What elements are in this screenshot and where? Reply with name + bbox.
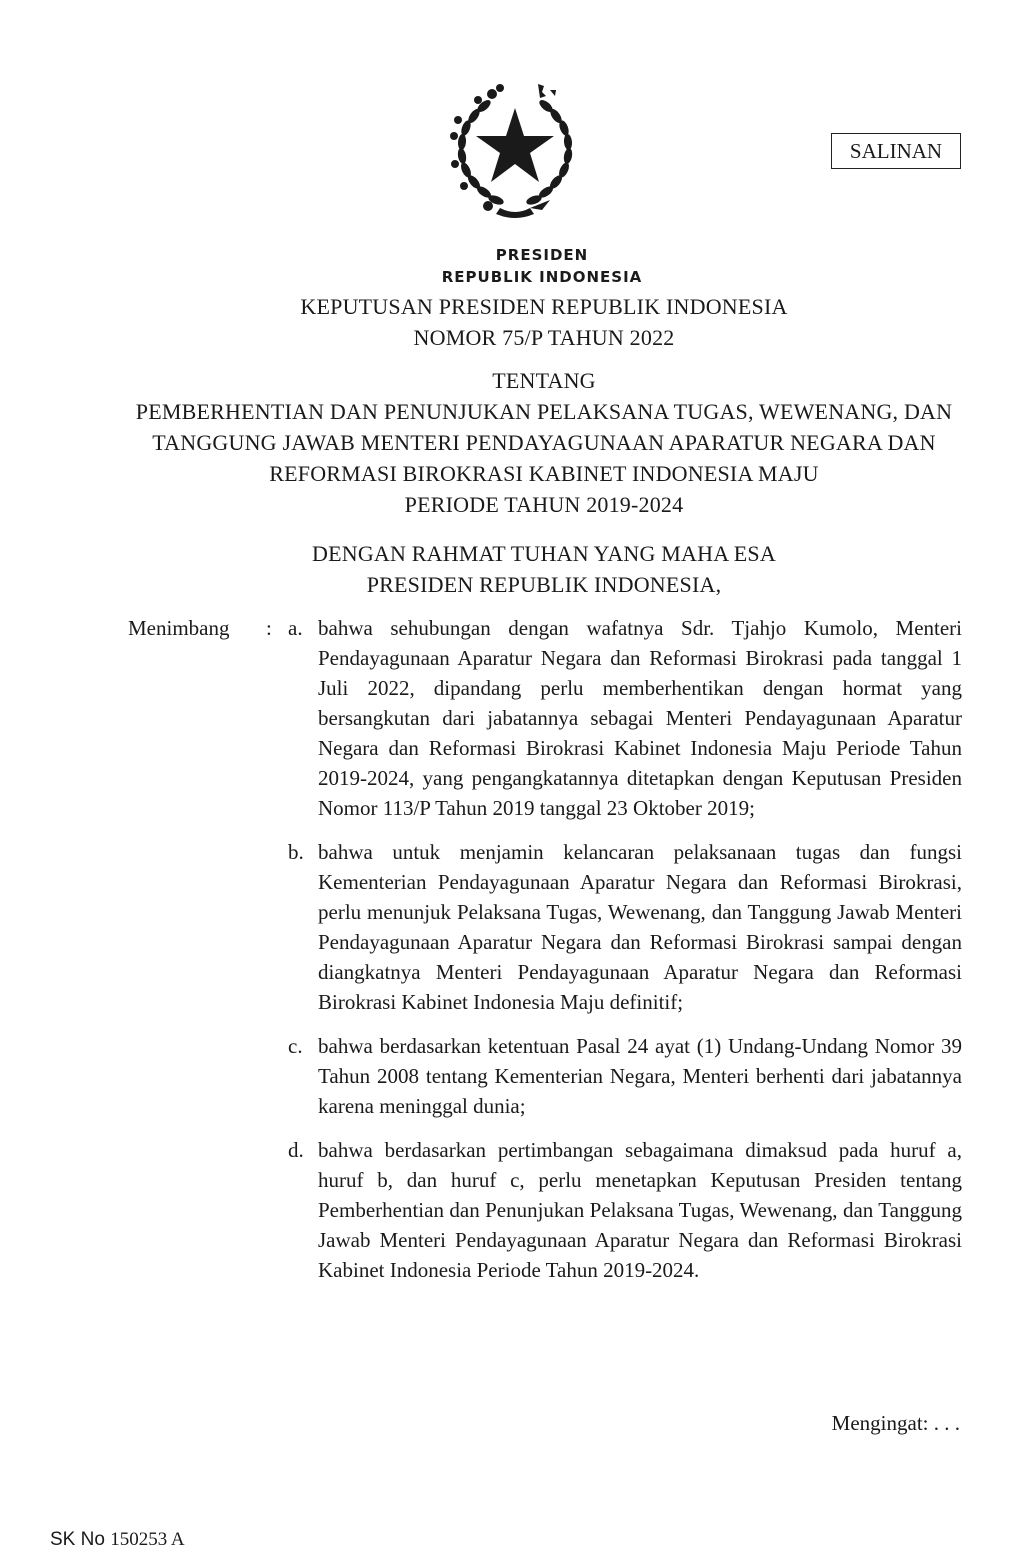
sk-label: SK <box>50 1529 76 1550</box>
consideration-list <box>288 613 962 1299</box>
decree-subject-line-2: TANGGUNG JAWAB MENTERI PENDAYAGUNAAN APARATUR NEGARA DAN <box>152 430 936 455</box>
continuation-mengingat: Mengingat: . . . <box>831 1411 960 1435</box>
institution-line-1: PRESIDEN <box>495 246 589 264</box>
consideration-letter: d. <box>288 1138 304 1162</box>
consideration-letter: b. <box>288 840 304 864</box>
decree-subject-line-1: PEMBERHENTIAN DAN PENUNJUKAN PELAKSANA TUGAS, WEWENANG, DAN <box>135 399 953 424</box>
consideration-item <box>288 1031 962 1121</box>
decree-title-block <box>0 291 1024 600</box>
president-line: PRESIDEN REPUBLIK INDONESIA, <box>366 572 722 597</box>
consideration-text: bahwa berdasarkan pertimbangan sebagaimana dimaksud pada huruf a, huruf b, dan huruf c, perlu menetapkan Keputusan Presiden tentang Pemberhentian dan Penunjukan Pelaksana Tugas, Wewenang, dan Tanggung Jawab Menteri Pendayagunaan Aparatur Negara dan Reformasi Birokrasi Kabinet Indonesia Periode Tahun 2019-2024. <box>318 1138 962 1282</box>
decree-period: PERIODE TAHUN 2019-2024 <box>404 492 684 517</box>
menimbang-colon: : <box>266 616 272 640</box>
invocation-line: DENGAN RAHMAT TUHAN YANG MAHA ESA <box>312 541 776 566</box>
decree-tentang: TENTANG <box>492 368 596 393</box>
institution-line-2: REPUBLIK INDONESIA <box>441 268 643 286</box>
consideration-text: bahwa sehubungan dengan wafatnya Sdr. Tjahjo Kumolo, Menteri Pendayagunaan Aparatur Negara dan Reformasi Birokrasi pada tanggal 1 Juli 2022, dipandang perlu memberhentikan dengan hormat yang bersangkutan dari jabatannya sebagai Menteri Pendayagunaan Aparatur Negara dan Reformasi Birokrasi Kabinet Indonesia Maju Periode Tahun 2019-2024, yang pengangkatannya ditetapkan dengan Keputusan Presiden Nomor 113/P Tahun 2019 tanggal 23 Oktober 2019; <box>318 616 962 820</box>
consideration-letter: c. <box>288 1034 303 1058</box>
consideration-text: bahwa berdasarkan ketentuan Pasal 24 ayat (1) Undang-Undang Nomor 39 Tahun 2008 tentang Kementerian Negara, Menteri berhenti dari jabatannya karena meninggal dunia; <box>318 1034 962 1118</box>
decree-subject-line-3: REFORMASI BIROKRASI KABINET INDONESIA MAJU <box>269 461 819 486</box>
consideration-item <box>288 1135 962 1285</box>
consideration-item <box>288 837 962 1017</box>
consideration-text: bahwa untuk menjamin kelancaran pelaksanaan tugas dan fungsi Kementerian Pendayagunaan Aparatur Negara dan Reformasi Birokrasi, perlu menunjuk Pelaksana Tugas, Wewenang, dan Tanggung Jawab Menteri Pendayagunaan Aparatur Negara dan Reformasi Birokrasi sampai dengan diangkatnya Menteri Pendayagunaan Aparatur Negara dan Reformasi Birokrasi Kabinet Indonesia Maju definitif; <box>318 840 962 1014</box>
consideration-letter: a. <box>288 616 303 640</box>
consideration-item <box>288 613 962 823</box>
menimbang-label: Menimbang <box>128 616 230 640</box>
sk-number-footer <box>50 1529 185 1551</box>
salinan-stamp: SALINAN <box>831 133 961 169</box>
sk-number: 150253 A <box>110 1529 185 1550</box>
no-label: No <box>80 1529 105 1550</box>
decree-title: KEPUTUSAN PRESIDEN REPUBLIK INDONESIA <box>300 294 788 319</box>
presidential-emblem-icon <box>438 76 592 224</box>
decree-number: NOMOR 75/P TAHUN 2022 <box>413 325 675 350</box>
